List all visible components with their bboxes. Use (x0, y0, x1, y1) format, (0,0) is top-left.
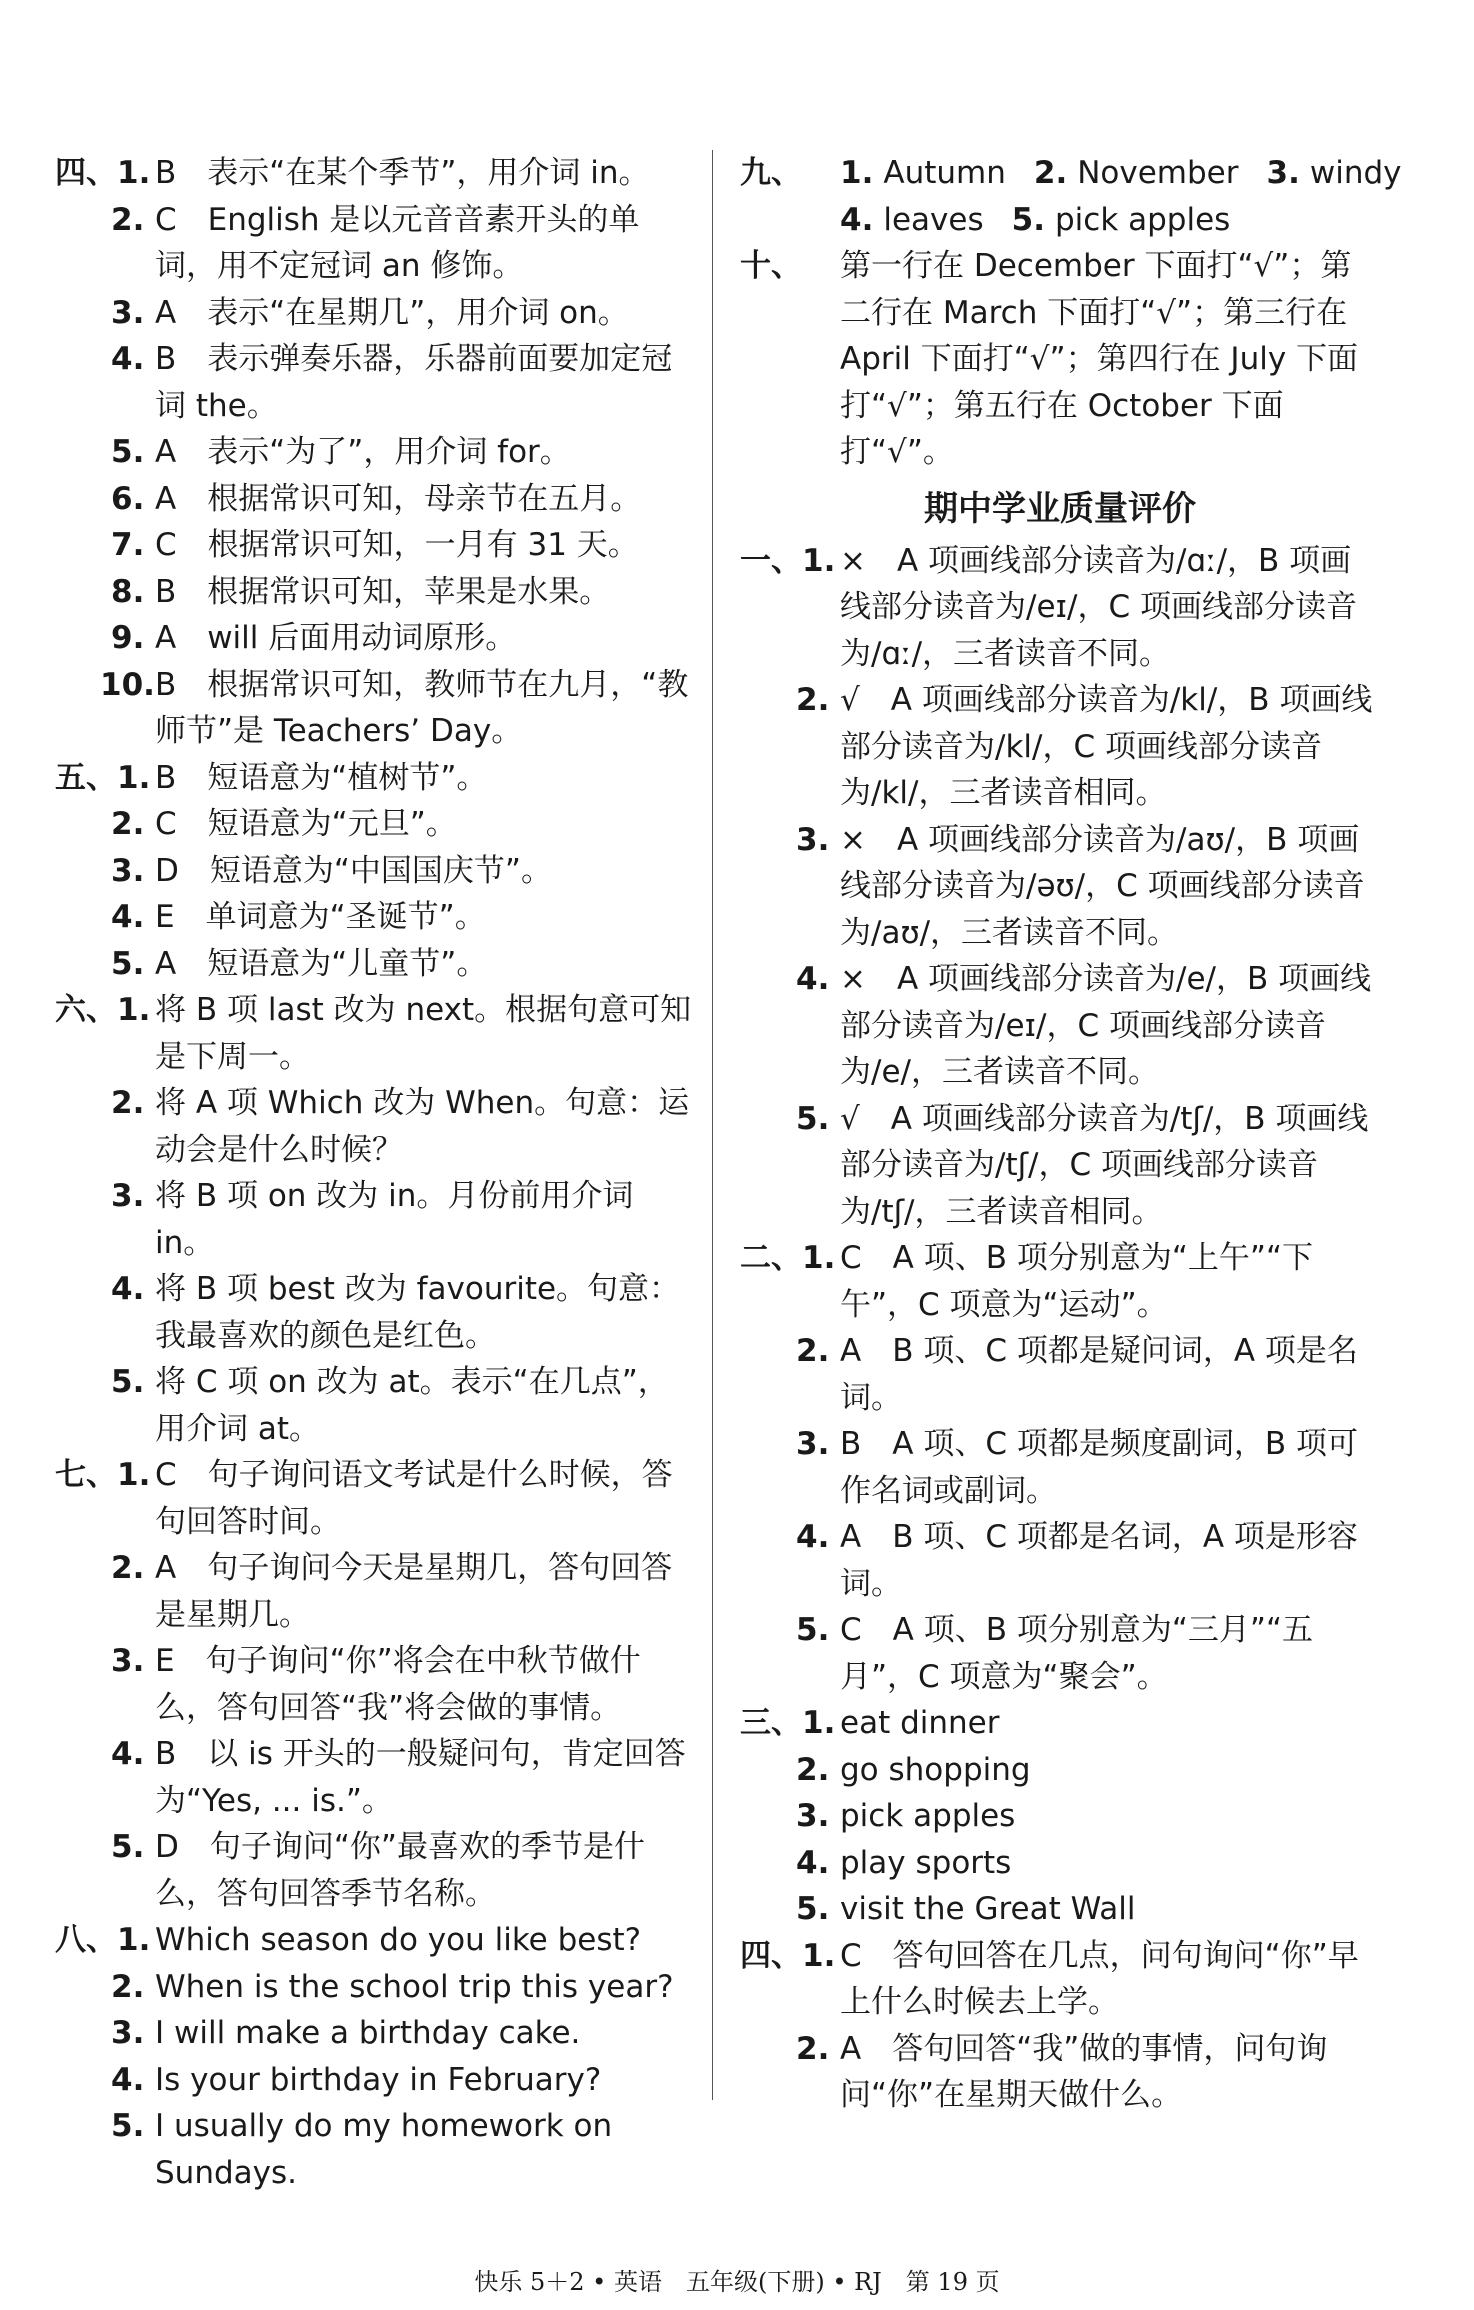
item-index: 3. (111, 294, 145, 331)
item-number (111, 1964, 144, 2011)
item-number (111, 894, 144, 941)
item-text: pick apples (840, 1798, 1016, 1834)
item-number (111, 336, 144, 383)
item-index: 3. (111, 2015, 145, 2051)
item-number (111, 429, 144, 476)
item-text: B 表示弹奏乐器，乐器前面要加定冠词 the。 (155, 341, 673, 424)
item-index: 1. (802, 1937, 836, 1974)
section-label: 六、 (55, 992, 117, 1028)
item-number (111, 1080, 144, 1127)
item-number (111, 1359, 144, 1406)
item-index: 1. (117, 759, 151, 796)
item-number (55, 1917, 150, 1964)
item-text: A B 项、C 项都是名词，A 项是形容词。 (840, 1519, 1358, 1602)
item-text: B 以 is 开头的一般疑问句，肯定回答为“Yes, ... is.”。 (155, 1736, 686, 1819)
answer-item (55, 336, 695, 429)
item-index: 2. (796, 1751, 830, 1788)
item-text: D 句子询问“你”最喜欢的季节是什么，答句回答季节名称。 (155, 1829, 645, 1912)
item-index: 2. (111, 201, 145, 238)
section-label: 四、 (55, 155, 117, 191)
item-number (111, 941, 144, 988)
item-text: Autumn (883, 155, 1006, 191)
item-text: A B 项、C 项都是疑问词，A 项是名词。 (840, 1333, 1358, 1416)
item-index: 6. (111, 480, 145, 517)
item-index: 4. (796, 1844, 830, 1881)
item-number (111, 2057, 144, 2104)
answer-item (55, 1964, 695, 2011)
answer-item (55, 1359, 695, 1452)
item-index: 4. (111, 1271, 145, 1307)
answer-item (740, 1235, 1380, 1328)
section-label: 八、 (55, 1922, 117, 1958)
item-text: B 根据常识可知，苹果是水果。 (155, 573, 611, 610)
answer-item (740, 1933, 1380, 2026)
item-number (796, 1840, 829, 1887)
section-ten (740, 243, 1380, 476)
answer-item (55, 1452, 695, 1545)
answer-item (55, 197, 695, 290)
item-index: 1. (802, 1240, 836, 1276)
answer-item (55, 1173, 695, 1266)
answer-item (740, 2026, 1380, 2119)
item-number (111, 1824, 144, 1871)
answer-item (55, 941, 695, 988)
left-column (55, 150, 695, 2196)
answer-item (55, 1266, 695, 1359)
item-text: 将 B 项 best 改为 favourite。句意：我最喜欢的颜色是红色。 (155, 1271, 681, 1354)
item-index: 8. (111, 573, 145, 610)
answer-item (740, 538, 1380, 678)
item-number (111, 476, 144, 523)
item-text: C 短语意为“元旦”。 (155, 806, 457, 842)
answer-item (740, 1328, 1380, 1421)
item-index: 5. (796, 1100, 830, 1137)
item-index: 2. (796, 1333, 830, 1369)
item-number (740, 1700, 835, 1747)
item-index: 5. (111, 1829, 145, 1865)
answer-item (55, 801, 695, 848)
item-text: play sports (840, 1844, 1012, 1881)
section-nine-row-1 (740, 150, 1402, 197)
item-text: A 根据常识可知，母亲节在五月。 (155, 480, 642, 517)
item-index: 1. (840, 155, 874, 191)
item-text: Is your birthday in February? (155, 2061, 602, 2098)
item-index: 3. (111, 1643, 145, 1679)
item-text: November (1077, 155, 1239, 191)
item-text: 将 C 项 on 改为 at。表示“在几点”，用介词 at。 (155, 1364, 669, 1447)
item-index: 5. (111, 434, 145, 470)
item-number (55, 1452, 150, 1499)
item-text: A 表示“为了”，用介词 for。 (155, 434, 571, 470)
answer-item (55, 987, 695, 1080)
item-text: visit the Great Wall (840, 1891, 1136, 1927)
item-index: 3. (111, 1178, 145, 1214)
item-text: C English 是以元音音素开头的单词，用不定冠词 an 修饰。 (155, 201, 640, 284)
answer-item (740, 956, 1380, 1096)
item-index: 4. (840, 201, 874, 238)
item-number (100, 662, 155, 709)
answer-item (740, 1700, 1380, 1747)
item-number (796, 817, 829, 864)
midterm-title: 期中学业质量评价 (924, 488, 1196, 529)
item-text: C A 项、B 项分别意为“三月”“五月”，C 项意为“聚会”。 (840, 1612, 1314, 1695)
item-text: C 句子询问语文考试是什么时候，答句回答时间。 (155, 1457, 673, 1540)
answer-item (55, 476, 695, 523)
item-number (111, 1173, 144, 1220)
item-index: 3. (1266, 155, 1300, 191)
item-index: 5. (111, 945, 145, 982)
item-index: 5. (796, 1891, 830, 1927)
item-number (111, 197, 144, 244)
item-number (111, 1638, 144, 1685)
answer-item (740, 1607, 1380, 1700)
item-number (111, 2010, 144, 2057)
item-text: √ A 项画线部分读音为/kl/，B 项画线部分读音为/kl/，C 项画线部分读音为/kl/，三者读音相同。 (840, 682, 1373, 811)
item-index: 5. (111, 1364, 145, 1400)
answer-item (55, 429, 695, 476)
section-ten-text: 第一行在 December 下面打“√”；第二行在 March 下面打“√”；第三行在 April 下面打“√”；第四行在 July 下面打“√”；第五行在 October 下面打“√”。 (840, 248, 1359, 470)
item-text: go shopping (840, 1751, 1031, 1788)
answer-item (55, 662, 695, 755)
section-label: 四、 (740, 1937, 802, 1974)
item-number (111, 2103, 144, 2150)
item-text: E 句子询问“你”将会在中秋节做什么，答句回答“我”将会做的事情。 (155, 1643, 641, 1726)
item-text: B 表示“在某个季节”，用介词 in。 (155, 155, 650, 191)
item-index: 5. (1011, 201, 1045, 238)
answer-item (55, 1824, 695, 1917)
item-text: A 句子询问今天是星期几，答句回答是星期几。 (155, 1550, 673, 1633)
item-text: leaves (883, 201, 984, 238)
answer-item (55, 2010, 695, 2057)
item-index: 2. (796, 682, 830, 718)
item-number (740, 538, 835, 585)
item-number (740, 1235, 835, 1282)
answer-item (740, 1747, 1380, 1794)
item-index: 5. (796, 1612, 830, 1648)
answer-item (55, 1731, 695, 1824)
item-index: 1. (802, 542, 836, 579)
item-index: 2. (111, 806, 145, 842)
section-label: 二、 (740, 1240, 802, 1276)
item-index: 1. (117, 1922, 151, 1958)
column-divider (712, 150, 713, 2100)
item-index: 1. (802, 1705, 836, 1741)
item-text: When is the school trip this year? (155, 1968, 674, 2005)
item-text: Which season do you like best? (155, 1922, 642, 1958)
answer-item (55, 1545, 695, 1638)
answer-item (55, 1080, 695, 1173)
item-index: 4. (111, 2061, 145, 2098)
answer-item (55, 569, 695, 616)
section-label: 十、 (740, 248, 802, 284)
item-index: 2. (111, 1968, 145, 2005)
answer-item (55, 2057, 695, 2104)
item-text: pick apples (1054, 201, 1231, 238)
item-text: B A 项、C 项都是频度副词，B 项可作名词或副词。 (840, 1426, 1358, 1509)
item-text: B 短语意为“植树节”。 (155, 759, 488, 796)
item-index: 4. (796, 961, 830, 997)
item-number (796, 1328, 829, 1375)
item-number (55, 150, 150, 197)
item-number (111, 615, 144, 662)
item-text: × A 项画线部分读音为/ɑː/，B 项画线部分读音为/eɪ/，C 项画线部分读音为/ɑː/，三者读音不同。 (840, 542, 1357, 672)
item-number (111, 522, 144, 569)
item-text: 将 B 项 last 改为 next。根据句意可知是下周一。 (155, 992, 692, 1075)
item-index: 1. (117, 155, 151, 191)
item-number (111, 569, 144, 616)
item-number (796, 2026, 829, 2073)
answer-item (55, 1638, 695, 1731)
item-index: 2. (796, 2030, 830, 2067)
item-index: 3. (796, 821, 830, 858)
item-text: × A 项画线部分读音为/aʊ/，B 项画线部分读音为/əʊ/，C 项画线部分读音为/aʊ/，三者读音不同。 (840, 821, 1365, 951)
item-text: √ A 项画线部分读音为/tʃ/，B 项画线部分读音为/tʃ/，C 项画线部分读音为/tʃ/，三者读音相同。 (840, 1100, 1369, 1230)
item-text: D 短语意为“中国国庆节”。 (155, 852, 552, 889)
item-number (55, 987, 150, 1034)
section-nine-row-2 (740, 197, 1380, 244)
answer-item (740, 1096, 1380, 1236)
answer-item (55, 848, 695, 895)
answer-item (740, 1886, 1380, 1933)
item-number (111, 801, 144, 848)
section-label: 五、 (55, 759, 117, 796)
item-text: B 根据常识可知，教师节在九月，“教师节”是 Teachers’ Day。 (155, 666, 689, 749)
section-label: 九、 (740, 155, 802, 191)
answer-item (55, 1917, 695, 1964)
item-index: 2. (1033, 155, 1068, 191)
answer-item (55, 615, 695, 662)
item-index: 4. (111, 899, 145, 935)
item-number (796, 1514, 829, 1561)
item-index: 4. (111, 1736, 145, 1772)
item-text: 将 A 项 Which 改为 When。句意：运动会是什么时候？ (155, 1085, 690, 1168)
section-label: 一、 (740, 542, 802, 579)
item-text: windy (1309, 155, 1402, 191)
right-column (740, 150, 1402, 2119)
section-label: 三、 (740, 1705, 802, 1741)
item-index: 3. (796, 1426, 830, 1462)
item-text: 将 B 项 on 改为 in。月份前用介词 in。 (155, 1178, 634, 1261)
answer-item (55, 290, 695, 337)
answer-item (740, 1793, 1380, 1840)
item-text: C 答句回答在几点，问句询问“你”早上什么时候去上学。 (840, 1937, 1359, 2020)
item-text: A will 后面用动词原形。 (155, 620, 517, 656)
item-index: 10. (100, 666, 155, 703)
item-index: 5. (111, 2108, 145, 2144)
section-label: 七、 (55, 1457, 117, 1493)
item-number (796, 1607, 829, 1654)
item-number (111, 290, 144, 337)
item-index: 7. (111, 527, 145, 563)
item-text: I usually do my homework on Sundays. (155, 2108, 613, 2191)
item-index: 9. (111, 620, 145, 656)
item-number (796, 1421, 829, 1468)
item-text: eat dinner (840, 1705, 1000, 1741)
item-number (111, 1266, 144, 1313)
item-number (111, 1545, 144, 1592)
item-number (796, 677, 829, 724)
answer-item (740, 677, 1380, 817)
item-number (796, 1793, 829, 1840)
answer-item (55, 2103, 695, 2196)
page-footer: 快乐 5＋2 • 英语 五年级(下册) • RJ 第 19 页 (474, 2268, 1000, 2296)
answer-item (740, 1421, 1380, 1514)
item-number (796, 956, 829, 1003)
answer-item (740, 817, 1380, 957)
item-number (111, 1731, 144, 1778)
answer-item (55, 522, 695, 569)
answer-item (740, 1514, 1380, 1607)
item-text: C 根据常识可知，一月有 31 天。 (155, 527, 639, 563)
item-text: A 短语意为“儿童节”。 (155, 945, 488, 982)
item-text: I will make a birthday cake. (155, 2015, 581, 2051)
answer-item (740, 1840, 1380, 1887)
item-number (796, 1096, 829, 1143)
item-text: A 表示“在星期几”，用介词 on。 (155, 294, 629, 331)
item-index: 3. (796, 1798, 830, 1834)
item-text: C A 项、B 项分别意为“上午”“下午”，C 项意为“运动”。 (840, 1240, 1314, 1323)
item-index: 4. (796, 1519, 830, 1555)
item-number (111, 848, 144, 895)
item-text: A 答句回答“我”做的事情，问句询问“你”在星期天做什么。 (840, 2030, 1328, 2113)
item-index: 2. (111, 1085, 145, 1121)
item-number (740, 1933, 835, 1980)
item-text: E 单词意为“圣诞节”。 (155, 899, 486, 935)
item-number (55, 755, 150, 802)
item-number (796, 1886, 829, 1933)
answer-item (55, 894, 695, 941)
item-index: 3. (111, 852, 145, 889)
answer-item (55, 150, 695, 197)
answer-item (55, 755, 695, 802)
item-index: 1. (117, 1457, 151, 1493)
item-text: × A 项画线部分读音为/e/，B 项画线部分读音为/eɪ/，C 项画线部分读音为/e/，三者读音不同。 (840, 961, 1372, 1090)
item-index: 2. (111, 1550, 145, 1586)
midterm-answers (740, 538, 1380, 2119)
item-index: 1. (117, 992, 151, 1028)
item-index: 4. (111, 341, 145, 377)
item-number (796, 1747, 829, 1794)
